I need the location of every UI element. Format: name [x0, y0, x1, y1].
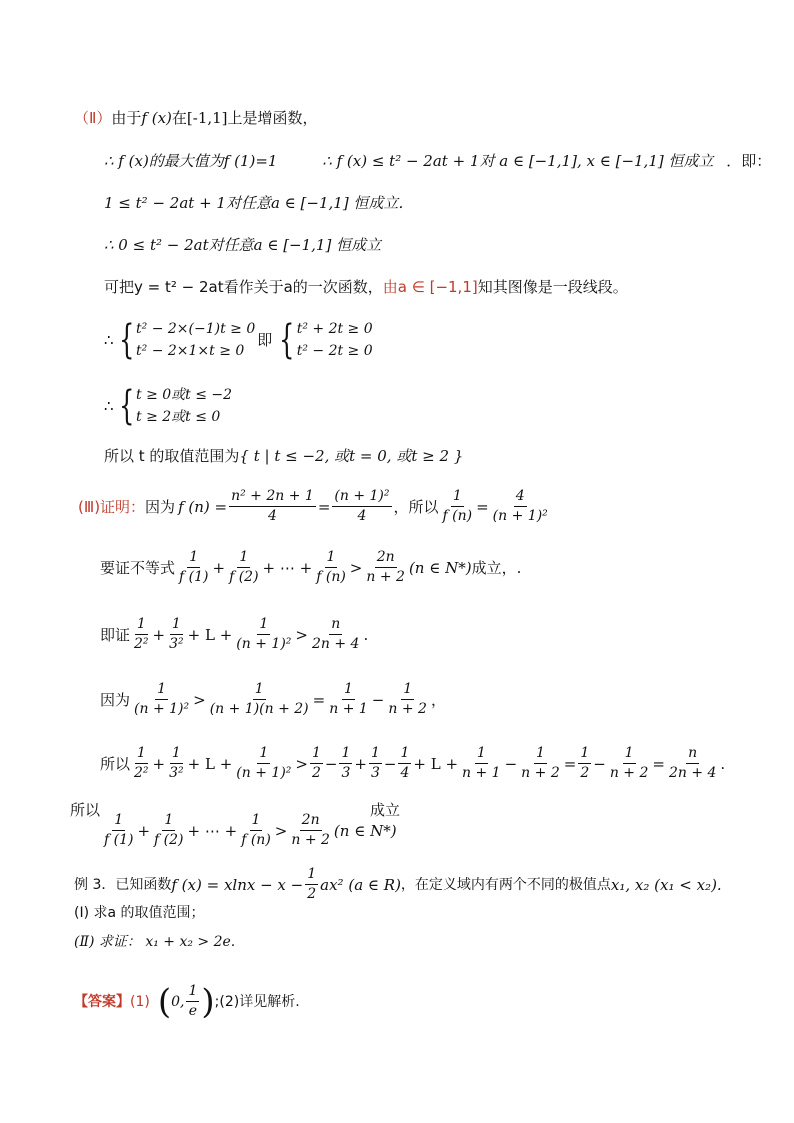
bc-b-den: n + 2	[388, 701, 427, 717]
final-label: 所以	[70, 801, 101, 819]
bc-a-num: 1	[342, 681, 355, 700]
bc-b-num: 1	[401, 681, 414, 700]
part2-line3-text: ∴ 0 ≤ t² − 2at对任意a ∈ [−1,1] 恒成立	[104, 236, 382, 254]
so2-t1-den: 2²	[134, 765, 149, 781]
part3-frac4-num: 4	[514, 488, 527, 507]
part2-label: （Ⅱ）	[74, 109, 112, 127]
final-r-num: 2n	[300, 812, 322, 831]
part3-frac2-den: 4	[357, 508, 367, 524]
so2-t2-den: 3²	[169, 765, 184, 781]
sys2-row1: t² + 2t ≥ 0	[296, 321, 373, 337]
bc-end: ，	[430, 690, 446, 709]
sys1-namely: 即	[257, 331, 273, 349]
sys1-row1: t² − 2×(−1)t ≥ 0	[136, 321, 256, 337]
final-t1-num: 1	[112, 812, 125, 831]
part3-frac1-den: 4	[268, 508, 277, 524]
ie-t1-num: 1	[135, 616, 148, 635]
so2-tn-num: 1	[257, 745, 270, 764]
answer-part2: ;(2)详见解析.	[214, 993, 300, 1010]
part3-fn: f (n) =	[178, 497, 228, 516]
so2-half-num: 1	[578, 745, 591, 764]
part2-system1: ∴ { t² − 2×(−1)t ≥ 0 t² − 2×1×t ≥ 0 即 { t² + 2t ≥ 0 t² − 2t ≥ 0	[104, 317, 373, 363]
so2-mid: + L +	[187, 754, 233, 773]
ex3-q1-text: (Ⅰ) 求a 的取值范围；	[74, 905, 205, 921]
sys2-row2: t² − 2t ≥ 0	[296, 343, 373, 359]
ie-t2-num: 1	[170, 616, 183, 635]
ie-mid: + L +	[187, 625, 233, 644]
final-end: 成立	[370, 801, 401, 819]
part3-frac3-num: 1	[451, 488, 464, 507]
ex3-fx: f (x) = xlnx − x −	[171, 875, 304, 894]
prove-t1-num: 1	[187, 549, 200, 568]
prove-t2-den: f (2)	[229, 569, 259, 585]
prove-cond: (n ∈ N*)	[408, 558, 472, 577]
so2-t1-num: 1	[135, 745, 148, 764]
bc-m-num: 1	[253, 681, 266, 700]
so2-tail3-num: 1	[623, 745, 636, 764]
part2-line1	[104, 151, 771, 171]
part2-intro: 由于	[111, 109, 142, 127]
so2-r-den: 2n + 4	[668, 765, 717, 781]
so2-tn-den: (n + 1)²	[236, 765, 292, 781]
sys3-row2: t ≥ 2或t ≤ 0	[136, 409, 221, 425]
example3-q2	[74, 932, 235, 952]
ie-t2-den: 3²	[169, 636, 184, 652]
bc-a-den: n + 1	[329, 701, 368, 717]
example3-answer: 【答案】 (1) ( 0, $\frac{1}{e}$ ) ;(2)详见解析.	[74, 981, 300, 1022]
ex3-d: x₁, x₂ (x₁ < x₂).	[610, 875, 722, 894]
so2-r-num: n	[686, 745, 699, 764]
part2-line3	[104, 235, 381, 255]
ie-tn-den: (n + 1)²	[236, 636, 292, 652]
ex3-frac-num: 1	[305, 866, 318, 885]
part3-frac4-den: (n + 1)²	[492, 508, 548, 524]
part2-interval: [-1,1]	[186, 109, 228, 127]
part3-frac1-num: n² + 2n + 1	[229, 488, 316, 507]
ie-r-den: 2n + 4	[311, 636, 360, 652]
answer-tag: 【答案】	[74, 993, 130, 1010]
part3-frac3-den: f (n)	[442, 508, 473, 524]
final-t1-den: f (1)	[104, 832, 134, 848]
so2-half-den: 2	[580, 765, 590, 781]
so2-tail3-den: n + 2	[609, 765, 649, 781]
ie-label: 即证	[100, 625, 131, 644]
prove-r-den: n + 2	[366, 569, 405, 585]
part2-line4-b: 由a ∈ [−1,1]	[382, 278, 478, 296]
part2-max-value: ∴ f (x)的最大值为f (1)=1	[104, 152, 278, 170]
part2-fx: f (x)	[141, 109, 172, 127]
prove-r-num: 2n	[375, 549, 397, 568]
ex3-b: ax² (a ∈ R)	[320, 875, 401, 894]
part2-line4-a: 可把y = t² − 2at看作关于a的一次函数，	[104, 278, 383, 296]
prove-t1-den: f (1)	[179, 569, 209, 585]
prove-tn-num: 1	[325, 549, 338, 568]
part2-line4-c: 知其图像是一段线段。	[477, 278, 628, 296]
so2-tail2-den: n + 2	[521, 765, 560, 781]
final-t2-num: 1	[162, 812, 175, 831]
part2-range	[104, 446, 463, 466]
part2-heading	[74, 108, 318, 128]
part2-line2	[104, 193, 413, 213]
answer-frac-num: 1	[186, 983, 199, 1002]
sys1-row2: t² − 2×1×t ≥ 0	[136, 343, 245, 359]
answer-frac-den: e	[188, 1003, 198, 1019]
final-cond: (n ∈ N*)	[333, 821, 397, 840]
final-tn-num: 1	[250, 812, 263, 831]
final-dots: + ⋯ +	[187, 821, 238, 840]
part3-eq: =	[317, 497, 331, 516]
so2-label: 所以	[100, 754, 131, 773]
answer-part1: (1)	[130, 993, 150, 1010]
so2-tail1-den: n + 1	[462, 765, 501, 781]
prove-dots: + ⋯ +	[262, 558, 313, 577]
final-r-den: n + 2	[291, 832, 330, 848]
ie-tn-num: 1	[257, 616, 270, 635]
part3-so: ，所以	[393, 497, 439, 516]
part3-frac2-num: (n + 1)²	[332, 488, 391, 507]
part3-label: (Ⅲ)证明：	[78, 497, 146, 516]
ex3-frac-den: 2	[307, 886, 317, 902]
so2-mid2: + L +	[413, 754, 459, 773]
ie-t1-den: 2²	[134, 636, 149, 652]
ie-end: .	[363, 625, 369, 644]
part2-intro-end: 上是增函数，	[227, 109, 318, 127]
bc-label: 因为	[100, 690, 131, 709]
bc-l-den: (n + 1)²	[134, 701, 190, 717]
so2-t2-num: 1	[170, 745, 183, 764]
answer-interval-left: 0,	[171, 993, 185, 1010]
prove-t2-num: 1	[237, 549, 250, 568]
part3-line1	[78, 488, 552, 525]
final-t2-den: f (2)	[154, 832, 184, 848]
part2-line2-text: 1 ≤ t² − 2at + 1对任意a ∈ [−1,1] 恒成立．	[104, 194, 414, 212]
part2-in: 在	[171, 109, 187, 127]
so2-tail2-num: 1	[534, 745, 547, 764]
prove-gt: >	[349, 558, 363, 577]
part3-because-line: 因为 $\frac{1}{\text{(n + 1)²}}$ > $\frac{1}{(n + 1)(n + 2)}$ = $\frac{1}{n + 1}$ − $\frac{1}{n + 2}$ ，	[100, 681, 446, 717]
document-page: （Ⅱ）由于f (x)在[-1,1]上是增函数， ∴ f (x)的最大值为f (1)=1 ∴ f (x) ≤ t² − 2at + 1对 a ∈ [−1,1], x ∈ [−1,1] 恒成立 ．即： 1 ≤ t² − 2at + 1对任意a ∈ [−1,1] 恒成立． ∴ 0 ≤ t² − 2at对任意a ∈ [−1,1] 恒成立 可把y = t² − 2at看作关于a的一次函数，由a ∈ [−1,1]知其图像是一段线段。 ∴ { t² − 2×(−1)t ≥ 0 t² − 2×1×t ≥ 0 即 { t² + 2t ≥ 0 t² − 2t ≥ 0 ∴ { t ≥ 0或t ≤ −2 t ≥ 2或t ≤ 0 所以 t 的取值范围为{ t | t ≤ −2, 或t = 0, 或t ≥ 2 } (Ⅲ)证明： 因为 f (n) = $\frac{\text{n² + 2n + 1}}{4}$ = $\frac{\text{(n + 1)²}}{4}$ ，所以 $\frac{1}{f (n)}$ = $\frac{4}{\text{(n + 1)²}}$ 要证不等式 $\frac{1}{f (1)}$ + $\frac{1}{f (2)}$ + ⋯ + $\frac{1}{f (n)}$ > $\frac{2n}{n + 2}$ (n ∈ N*) 成立，. 即证 $\frac{1}{\text{2²}}$ + $\frac{1}{\text{3²}}$ + L + $\frac{1}{\text{(n + 1)²}}$ > $\frac{n}{2n + 4}$ . 因为 $\frac{1}{\text{(n + 1)²}}$ > $\frac{1}{(n + 1)(n + 2)}$ = $\frac{1}{n + 1}$ − $\frac{1}{n + 2}$ ， 所以 $\frac{1}{\text{2²}}$ + $\frac{1}{\text{3²}}$ + L + $\frac{1}{\text{(n + 1)²}}$ > $\frac{1}{2}$ − $\frac{1}{3}$ + $\frac{1}{3}$ − $\frac{1}{4}$ + L + $\frac{1}{n + 1}$ − $\frac{1}{n + 2}$ = $\frac{1}{2}$ − $\frac{1}{n + 2}$ = $\frac{n}{2n + 4}$ . 所以 $\frac{1}{f (1)}$ + $\frac{1}{f (2)}$ + ⋯ + $\frac{1}{f (n)}$ > $\frac{2n}{n + 2}$ (n ∈ N*) 成立 例 3．已知函数 f (x) = xlnx − x − $\frac{1}{2}$ ax² (a ∈ R) ，在定义域内有两个不同的极值点 x₁, x₂ (x₁ < x₂). (Ⅰ) 求a 的取值范围； (Ⅱ) 求证： x₁ + x₂ > 2e. 【答案】 (1) ( 0, $\frac{1}{e}$ ) ;(2)详见解析.	[70, 109, 772, 1022]
part2-inequality: ∴ f (x) ≤ t² − 2at + 1对 a ∈ [−1,1], x ∈ [−1,1] 恒成立	[322, 152, 714, 170]
ie-r-num: n	[329, 616, 342, 635]
bc-m-den: (n + 1)(n + 2)	[209, 701, 309, 717]
range-set: { t | t ≤ −2, 或t = 0, 或t ≥ 2 }	[239, 447, 464, 465]
final-tn-den: f (n)	[241, 832, 271, 848]
example3-stem	[74, 866, 722, 903]
prove-tn-den: f (n)	[316, 569, 346, 585]
part3-ie: 即证 $\frac{1}{\text{2²}}$ + $\frac{1}{\text{3²}}$ + L + $\frac{1}{\text{(n + 1)²}}$ > $\frac{n}{2n + 4}$ .	[100, 616, 369, 652]
part3-because: 因为	[145, 497, 176, 516]
sys3-row1: t ≥ 0或t ≤ −2	[136, 387, 233, 403]
ex3-q2-text: (Ⅱ) 求证： x₁ + x₂ > 2e.	[74, 934, 236, 950]
ex3-label: 例 3．已知函数	[74, 876, 172, 893]
range-label: 所以 t 的取值范围为	[104, 447, 240, 465]
bc-l-num: 1	[155, 681, 168, 700]
part3-so-line: 所以 $\frac{1}{\text{2²}}$ + $\frac{1}{\text{3²}}$ + L + $\frac{1}{\text{(n + 1)²}}$ > $\frac{1}{2}$ − $\frac{1}{3}$ + $\frac{1}{3}$ − $\frac{1}{4}$ + L + $\frac{1}{n + 1}$ − $\frac{1}{n + 2}$ = $\frac{1}{2}$ − $\frac{1}{n + 2}$ = $\frac{n}{2n + 4}$ .	[100, 745, 726, 781]
ex3-c: ，在定义域内有两个不同的极值点	[400, 876, 611, 893]
part3-prove: 要证不等式 $\frac{1}{f (1)}$ + $\frac{1}{f (2)}$ + ⋯ + $\frac{1}{f (n)}$ > $\frac{2n}{n + 2}$ (n ∈ N*) 成立，.	[100, 549, 522, 585]
prove-end: 成立，.	[471, 558, 522, 577]
part3-eq2: =	[476, 497, 489, 516]
prove-label: 要证不等式	[100, 558, 176, 577]
example3-q1	[74, 903, 205, 923]
part2-line4	[104, 277, 628, 297]
so2-tail1-num: 1	[475, 745, 488, 764]
part2-namely: ．即：	[726, 152, 772, 170]
part2-system3: ∴ { t ≥ 0或t ≤ −2 t ≥ 2或t ≤ 0	[104, 383, 233, 429]
